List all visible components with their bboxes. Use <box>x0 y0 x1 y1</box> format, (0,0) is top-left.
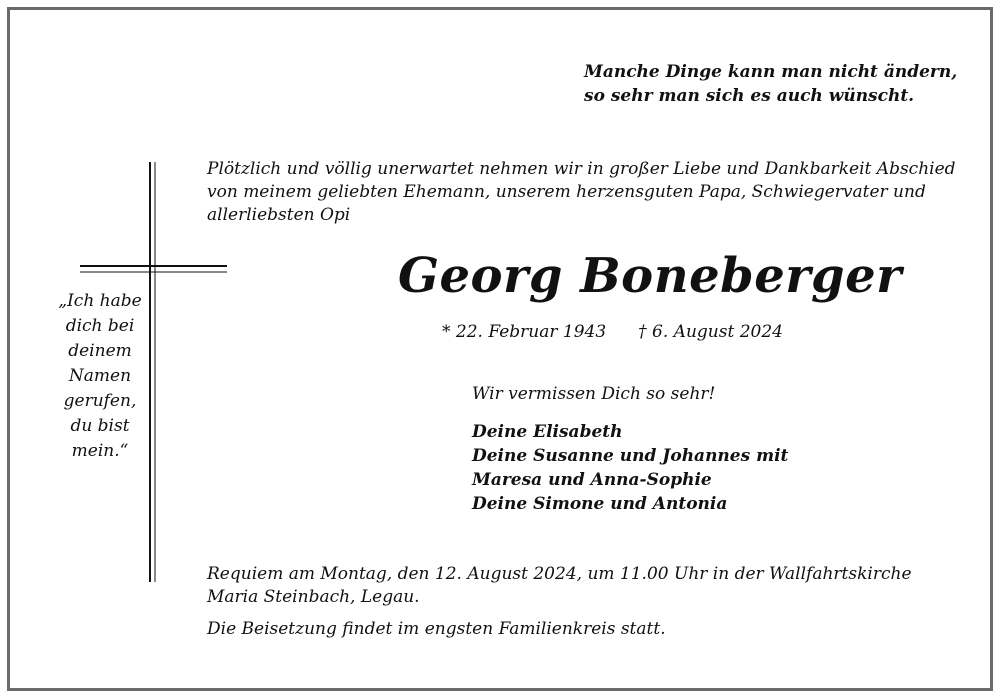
requiem-line: Requiem am Montag, den 12. August 2024, um 11.00 Uhr in der Wallfahrtskirche <box>207 564 912 584</box>
family-line: Deine Simone und Antonia <box>472 494 728 514</box>
motto <box>584 60 957 108</box>
message: Wir vermissen Dich so sehr! <box>472 384 716 404</box>
quote-line: dich bei <box>65 316 135 336</box>
quote-line: du bist <box>70 416 130 436</box>
family-line: Maresa und Anna-Sophie <box>472 470 712 490</box>
quote-line: mein.“ <box>71 441 129 461</box>
bible-quote <box>52 289 148 464</box>
intro-line: von meinem geliebten Ehemann, unserem herzensguten Papa, Schwiegervater und <box>207 182 926 202</box>
motto-line: so sehr man sich es auch wünscht. <box>584 86 915 106</box>
deceased-name: Georg Boneberger <box>398 248 902 304</box>
family-line: Deine Susanne und Johannes mit <box>472 446 789 466</box>
death-date: † 6. August 2024 <box>638 322 783 342</box>
intro-line: Plötzlich und völlig unerwartet nehmen wir in großer Liebe und Dankbarkeit Abschied <box>207 159 956 179</box>
life-dates <box>442 322 783 342</box>
requiem-line: Maria Steinbach, Legau. <box>207 587 420 607</box>
motto-line: Manche Dinge kann man nicht ändern, <box>584 62 958 82</box>
quote-line: gerufen, <box>63 391 137 411</box>
burial-info: Die Beisetzung findet im engsten Familienkreis statt. <box>207 619 666 639</box>
intro-text <box>207 158 956 227</box>
family-line: Deine Elisabeth <box>472 422 623 442</box>
quote-line: deinem <box>68 341 132 361</box>
requiem-info <box>207 563 912 609</box>
quote-line: Namen <box>68 366 132 386</box>
family-list <box>472 420 788 516</box>
quote-line: „Ich habe <box>58 291 142 311</box>
birth-date: * 22. Februar 1943 <box>442 322 607 342</box>
intro-line: allerliebsten Opi <box>207 205 351 225</box>
